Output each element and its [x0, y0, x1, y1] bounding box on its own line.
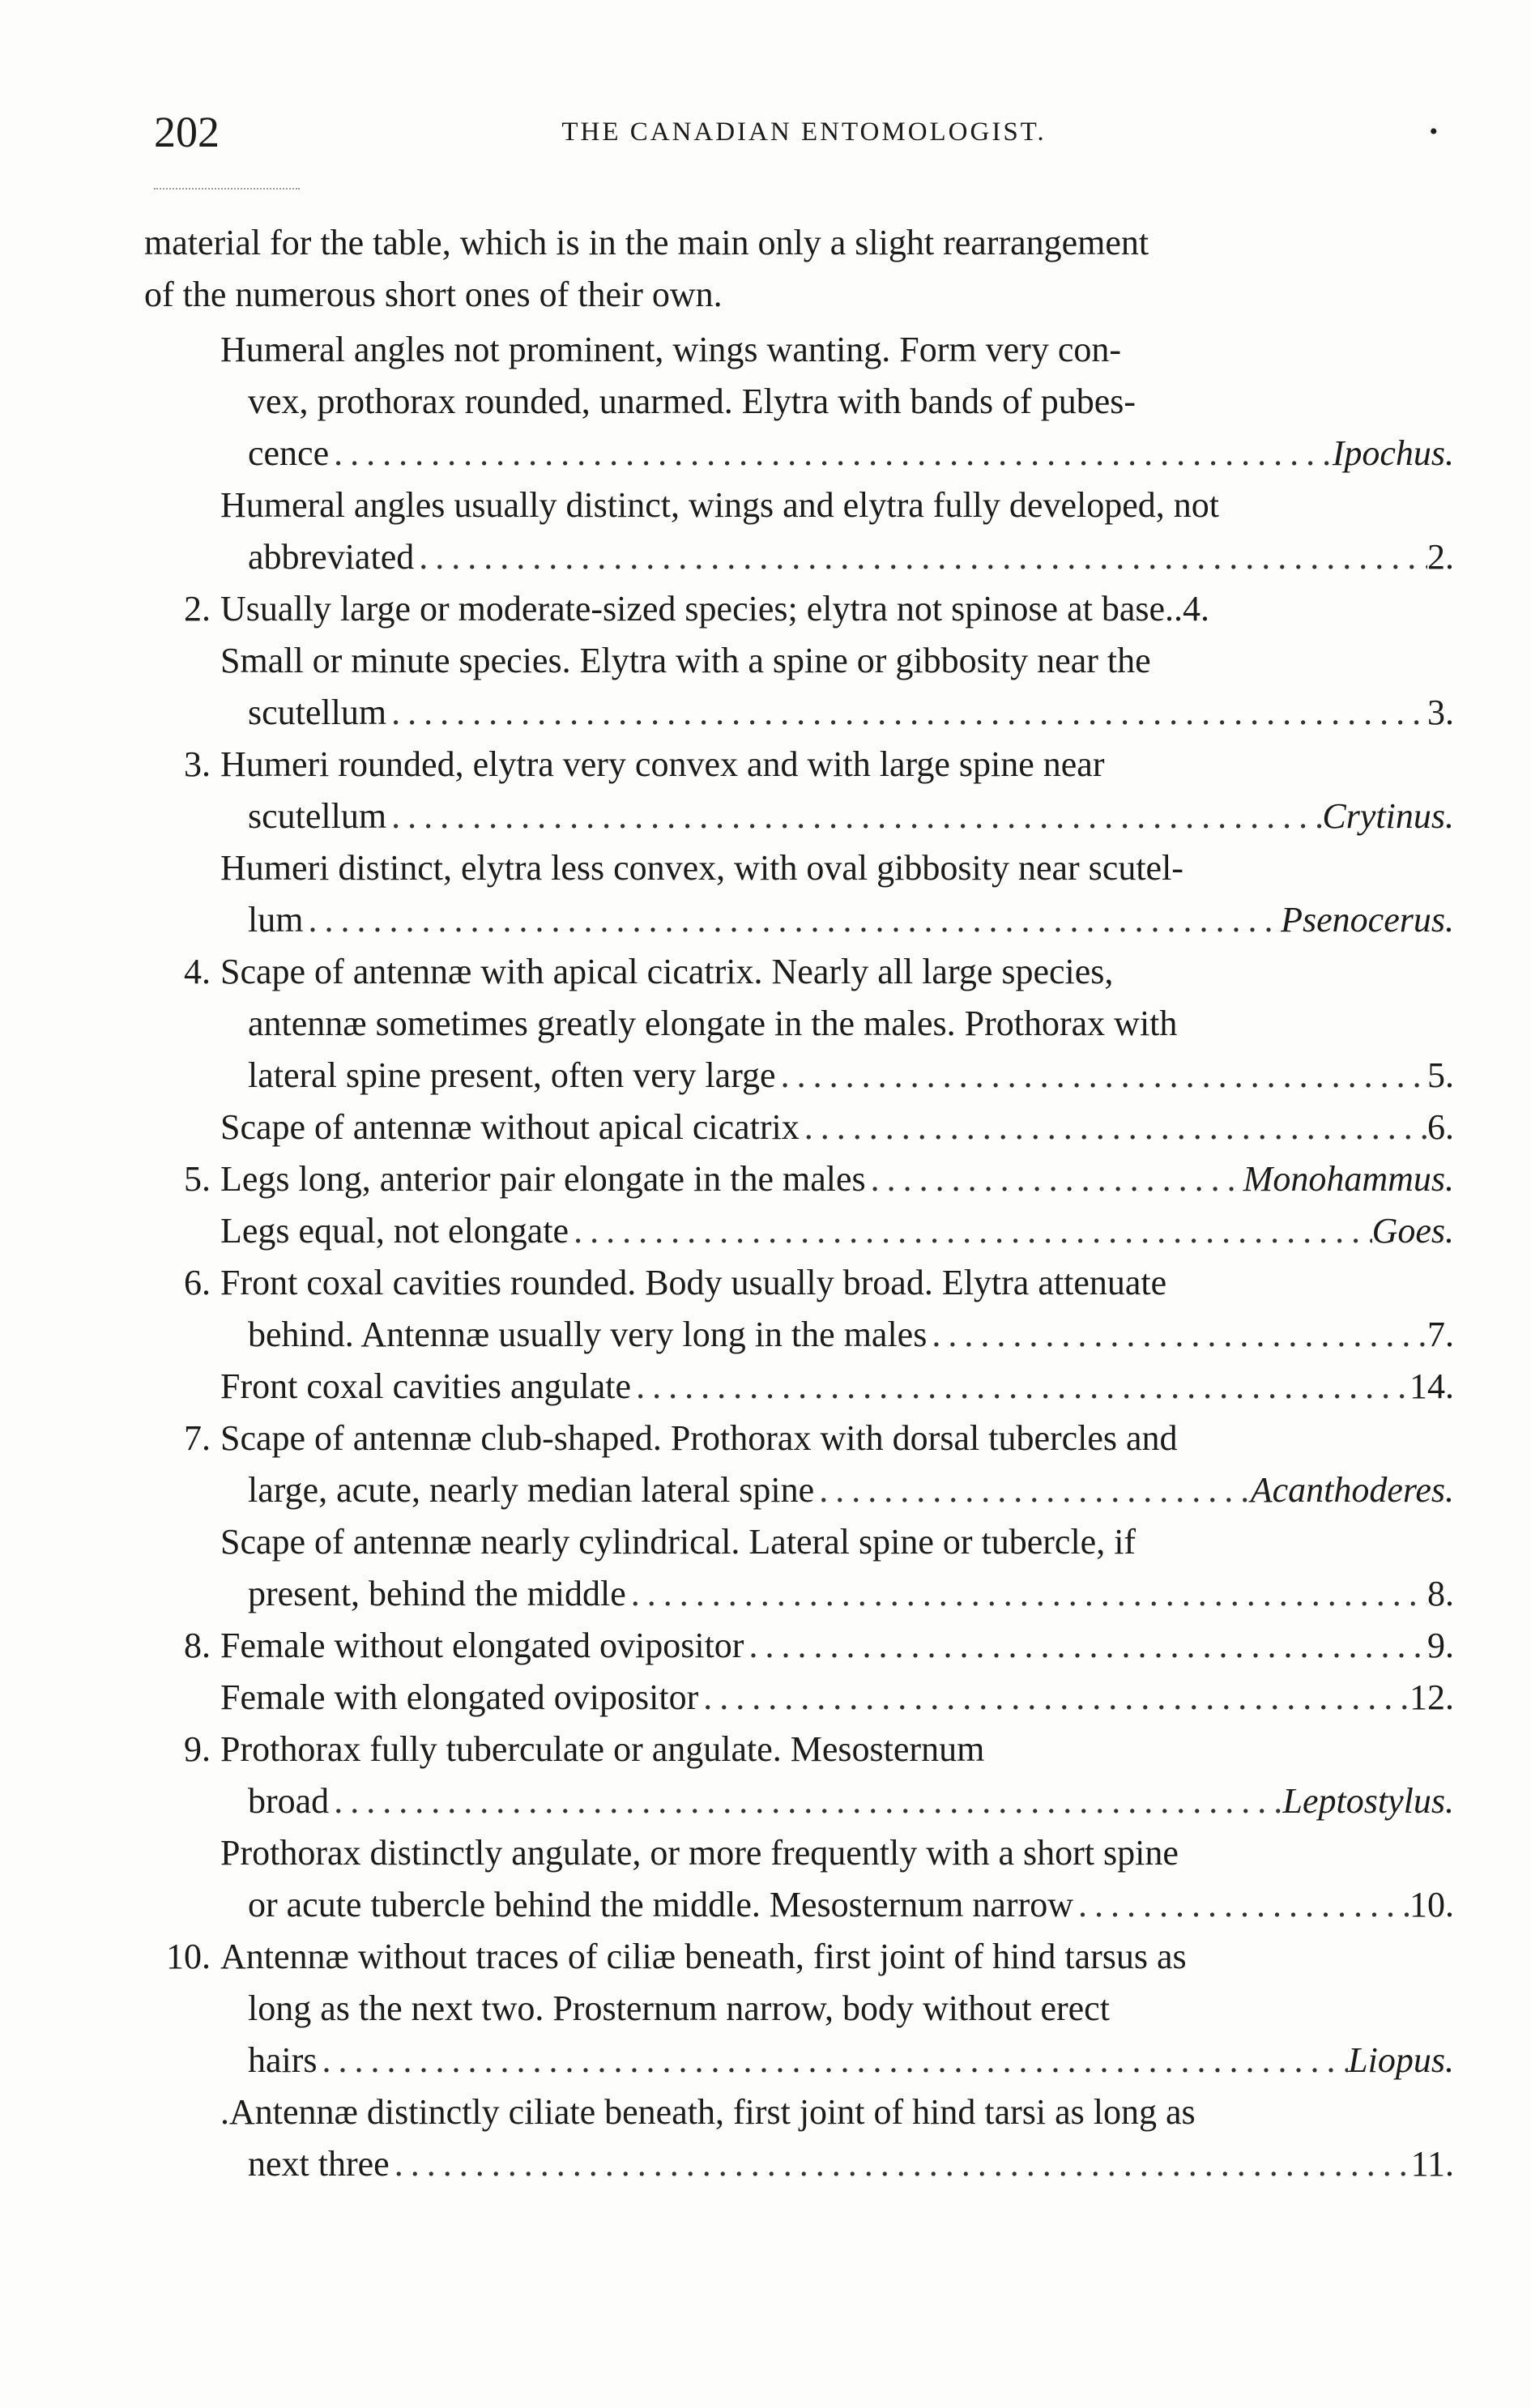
key-leader-line: [248, 1464, 1454, 1516]
couplet-reference: 8.: [1427, 1574, 1454, 1613]
intro-line: of the numerous short ones of their own.: [144, 275, 723, 314]
genus-name: Leptostylus.: [1282, 1781, 1454, 1821]
key-line: broad: [248, 1781, 330, 1821]
couplet-reference: 2.: [1427, 537, 1454, 577]
key-line: Prothorax fully tuberculate or angulate. Mesosternum: [220, 1729, 985, 1769]
dot-leader: [631, 1361, 1409, 1413]
key-line: Front coxal cavities rounded. Body usually broad. Elytra attenuate: [220, 1263, 1167, 1302]
key-line: Legs long, anterior pair elongate in the males: [220, 1159, 866, 1199]
key-line: long as the next two. Prosternum narrow, body without erect: [248, 1988, 1110, 2028]
key-line: lum: [248, 900, 304, 940]
key-line: .Antennæ distinctly ciliate beneath, first joint of hind tarsi as long as: [220, 2092, 1196, 2132]
key-line: Legs equal, not elongate: [220, 1211, 569, 1251]
key-leader-line: [220, 1102, 1454, 1153]
key-line: Usually large or moderate-sized species; elytra not spinose at base..4.: [220, 589, 1210, 629]
dot-leader: [386, 791, 1322, 842]
dot-leader: [927, 1309, 1427, 1361]
key-line: Humeri rounded, elytra very convex and with large spine near: [220, 744, 1105, 784]
couplet-number: 6.: [184, 1263, 211, 1302]
key-leader-line: [248, 687, 1454, 739]
couplet-number: 2.: [184, 589, 211, 629]
key-leader-line: [248, 428, 1454, 479]
couplet-number: 10.: [166, 1937, 211, 1976]
couplet-number: 4.: [184, 952, 211, 991]
key-leader-line: [248, 2035, 1454, 2086]
key-leader-line: [248, 1879, 1454, 1931]
key-leader-line: [248, 2138, 1454, 2190]
couplet-reference: 14.: [1409, 1366, 1454, 1406]
genus-name: Ipochus.: [1332, 433, 1454, 473]
couplet-reference: 10.: [1409, 1885, 1454, 1924]
key-leader-line: [220, 1153, 1454, 1205]
key-leader-line: [248, 531, 1454, 583]
header-mark: •: [1429, 118, 1438, 145]
key-line: Female with elongated ovipositor: [220, 1677, 699, 1717]
key-leader-line: [248, 1775, 1454, 1827]
key-line: Female without elongated ovipositor: [220, 1626, 744, 1665]
key-line: Scape of antennæ club-shaped. Prothorax with dorsal tubercles and: [220, 1418, 1178, 1458]
dot-leader: [626, 1568, 1427, 1620]
genus-name: Monohammus.: [1243, 1159, 1454, 1199]
key-line: large, acute, nearly median lateral spine: [248, 1470, 815, 1510]
couplet-number: 8.: [184, 1626, 211, 1665]
key-line: scutellum: [248, 796, 387, 836]
key-line: Antennæ without traces of ciliæ beneath, first joint of hind tarsus as: [220, 1937, 1187, 1976]
page-header: [154, 104, 1454, 160]
couplet-reference: 7.: [1427, 1315, 1454, 1354]
key-leader-line: [248, 1309, 1454, 1361]
couplet-reference: 12.: [1409, 1677, 1454, 1717]
key-line: Humeri distinct, elytra less convex, with oval gibbosity near scutel-: [220, 848, 1183, 888]
dot-leader: [814, 1464, 1251, 1516]
intro-line: material for the table, which is in the main only a slight rearrangement: [144, 223, 1149, 262]
running-title: THE CANADIAN ENTOMOLOGIST.: [561, 117, 1047, 147]
dot-leader: [800, 1102, 1427, 1153]
key-line: next three: [248, 2144, 390, 2184]
key-line: vex, prothorax rounded, unarmed. Elytra with bands of pubes-: [248, 381, 1137, 421]
dot-leader: [318, 2035, 1349, 2086]
key-line: Small or minute species. Elytra with a spine or gibbosity near the: [220, 641, 1151, 680]
dot-leader: [386, 687, 1427, 739]
key-line: Scape of antennæ nearly cylindrical. Lateral spine or tubercle, if: [220, 1522, 1137, 1562]
key-leader-line: [220, 1361, 1454, 1413]
couplet-reference: 6.: [1427, 1107, 1454, 1147]
couplet-reference: 5.: [1427, 1055, 1454, 1095]
key-leader-line: [220, 1672, 1454, 1724]
key-line: Humeral angles not prominent, wings wanting. Form very con-: [220, 330, 1122, 369]
couplet-reference: 3.: [1427, 693, 1454, 732]
key-leader-line: [220, 1620, 1454, 1672]
genus-name: Acanthoderes.: [1250, 1470, 1454, 1510]
dot-leader: [329, 428, 1333, 479]
dot-leader: [744, 1620, 1427, 1672]
dot-leader: [866, 1153, 1243, 1205]
genus-name: Goes.: [1371, 1211, 1454, 1251]
key-line: lateral spine present, often very large: [248, 1055, 776, 1095]
key-leader-line: [248, 1050, 1454, 1102]
key-line: Humeral angles usually distinct, wings and elytra fully developed, not: [220, 485, 1219, 525]
couplet-number: 3.: [184, 744, 211, 784]
key-line: Front coxal cavities angulate: [220, 1366, 632, 1406]
couplet-reference: 9.: [1427, 1626, 1454, 1665]
key-line: Scape of antennæ without apical cicatrix: [220, 1107, 800, 1147]
dot-leader: [1073, 1879, 1409, 1931]
key-line: scutellum: [248, 693, 387, 732]
page-number: 202: [154, 108, 220, 156]
genus-name: Crytinus.: [1322, 796, 1454, 836]
header-rule: [154, 188, 300, 190]
genus-name: Liopus.: [1348, 2040, 1454, 2080]
key-leader-line: [248, 1568, 1454, 1620]
couplet-reference: 11.: [1410, 2144, 1454, 2184]
key-line: Prothorax distinctly angulate, or more frequently with a short spine: [220, 1833, 1179, 1873]
dot-leader: [329, 1775, 1282, 1827]
dot-leader: [569, 1205, 1371, 1257]
key-line: cence: [248, 433, 330, 473]
key-line: Scape of antennæ with apical cicatrix. Nearly all large species,: [220, 952, 1114, 991]
key-line: antennæ sometimes greatly elongate in the males. Prothorax with: [248, 1004, 1178, 1043]
key-leader-line: [248, 894, 1454, 946]
dot-leader: [698, 1672, 1409, 1724]
key-line: present, behind the middle: [248, 1574, 626, 1613]
key-leader-line: [220, 1205, 1454, 1257]
couplet-number: 7.: [184, 1418, 211, 1458]
key-line: behind. Antennæ usually very long in the males: [248, 1315, 928, 1354]
dot-leader: [414, 531, 1427, 583]
genus-name: Psenocerus.: [1281, 900, 1454, 940]
key-line: abbreviated: [248, 537, 415, 577]
dot-leader: [390, 2138, 1411, 2190]
key-line: or acute tubercle behind the middle. Mesosternum narrow: [248, 1885, 1074, 1924]
dot-leader: [303, 894, 1281, 946]
key-leader-line: [248, 791, 1454, 842]
couplet-number: 9.: [184, 1729, 211, 1769]
key-line: hairs: [248, 2040, 318, 2080]
dot-leader: [776, 1050, 1427, 1102]
couplet-number: 5.: [184, 1159, 211, 1199]
